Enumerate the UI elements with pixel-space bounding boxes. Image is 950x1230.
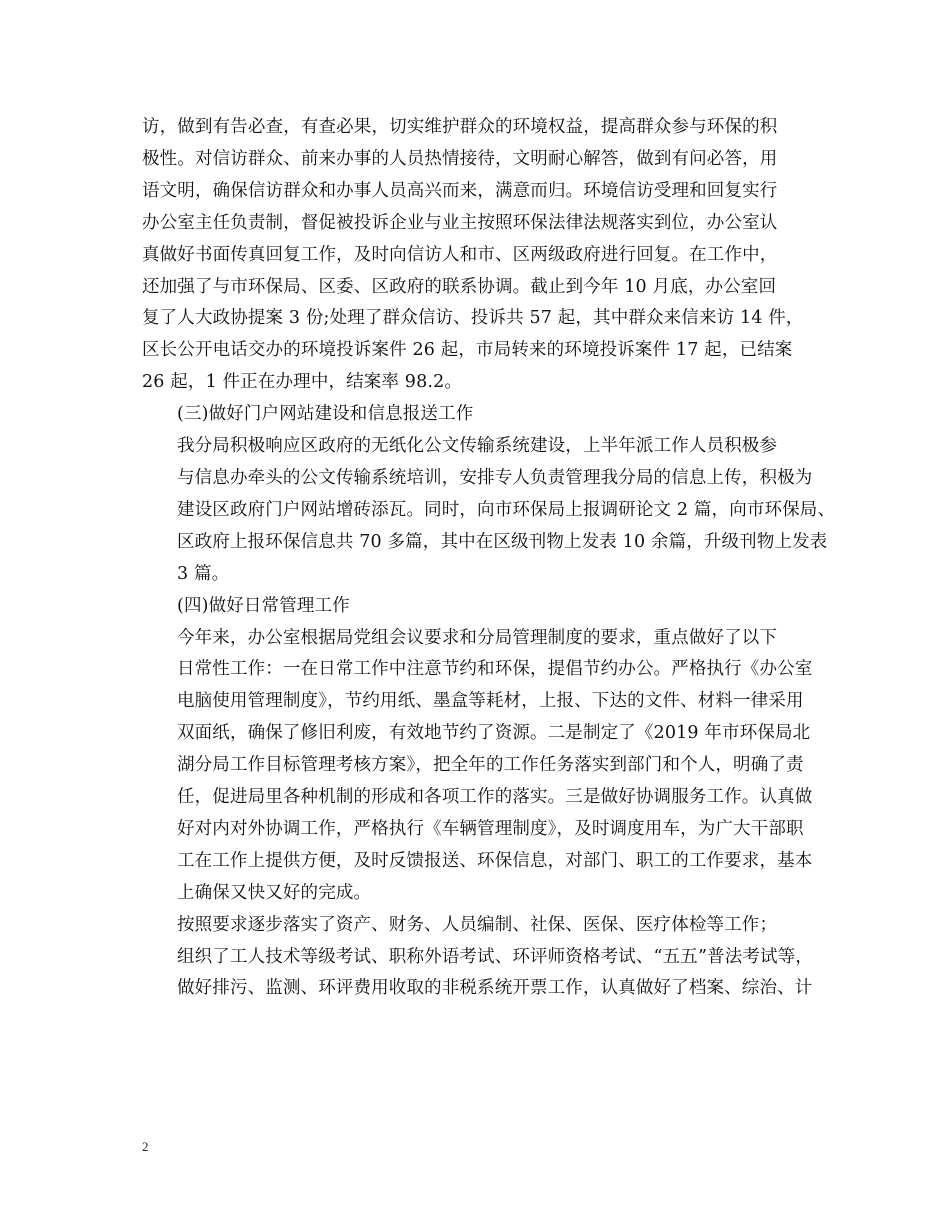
paragraph	[142, 910, 812, 1006]
text-line: 3 篇。	[177, 563, 230, 584]
text-line: 真做好书面传真回复工作，及时向信访人和市、区两级政府进行回复。在工作中，	[142, 244, 778, 265]
text-line: 办公室主任负责制，督促被投诉企业与业主按照环保法律法规落实到位，办公室认	[142, 212, 778, 233]
text-line: 组织了工人技术等级考试、职称外语考试、环评师资格考试、“五五”普法考试等，	[177, 946, 813, 967]
paragraph	[142, 623, 812, 910]
text-line: 区政府上报环保信息共 70 多篇，其中在区级刊物上发表 10 余篇，升级刊物上发表	[177, 531, 828, 552]
text-line: 双面纸，确保了修旧利废，有效地节约了资源。二是制定了《2019 年市环保局北	[177, 723, 811, 744]
text-line: 上确保又快又好的完成。	[177, 882, 372, 903]
text-line: 日常性工作：一在日常工作中注意节约和环保，提倡节约办公。严格执行《办公室	[177, 659, 813, 680]
text-line: (四)做好日常管理工作	[177, 595, 350, 616]
text-line: 区长公开电话交办的环境投诉案件 26 起，市局转来的环境投诉案件 17 起，已结案	[142, 340, 793, 361]
text-line: 与信息办牵头的公文传输系统培训，安排专人负责管理我分局的信息上传，积极为	[177, 467, 813, 488]
text-line: 极性。对信访群众、前来办事的人员热情接待，文明耐心解答，做到有问必答，用	[142, 148, 778, 169]
text-line: 电脑使用管理制度》，节约用纸、墨盒等耗材，上报、下达的文件、材料一律采用	[177, 691, 804, 712]
paragraph	[142, 431, 836, 591]
document-body	[142, 112, 836, 1005]
paragraph	[142, 112, 812, 399]
text-line: 好对内对外协调工作，严格执行《车辆管理制度》，及时调度用车，为广大干部职	[177, 818, 804, 839]
text-line: 任，促进局里各种机制的形成和各项工作的落实。三是做好协调服务工作。认真做	[177, 787, 813, 808]
text-line: 26 起，1 件正在办理中，结案率 98.2。	[142, 372, 463, 393]
text-line: 工在工作上提供方便，及时反馈报送、环保信息，对部门、职工的工作要求，基本	[177, 850, 813, 871]
text-line: (三)做好门户网站建设和信息报送工作	[177, 404, 474, 425]
text-line: 语文明，确保信访群众和办事人员高兴而来，满意而归。环境信访受理和回复实行	[142, 180, 778, 201]
text-line: 建设区政府门户网站增砖添瓦。同时，向市环保局上报调研论文 2 篇，向市环保局、	[177, 499, 836, 520]
text-line: 湖分局工作目标管理考核方案》，把全年的工作任务落实到部门和个人，明确了责	[177, 755, 804, 776]
text-line: 我分局积极响应区政府的无纸化公文传输系统建设，上半年派工作人员积极参	[177, 436, 778, 457]
paragraph	[142, 399, 812, 431]
text-line: 今年来，办公室根据局党组会议要求和分局管理制度的要求，重点做好了以下	[177, 627, 778, 648]
text-line: 还加强了与市环保局、区委、区政府的联系协调。截止到今年 10 月底，办公室回	[142, 276, 777, 297]
text-line: 复了人大政协提案 3 份;处理了群众信访、投诉共 57 起，其中群众来信来访 14 件，	[142, 308, 804, 329]
page-number: 2	[142, 1139, 149, 1154]
text-line: 访，做到有告必查，有查必果，切实维护群众的环境权益，提高群众参与环保的积	[142, 117, 778, 137]
text-line: 按照要求逐步落实了资产、财务、人员编制、社保、医保、医疗体检等工作；	[177, 914, 778, 935]
paragraph	[142, 591, 812, 623]
text-line: 做好排污、监测、环评费用收取的非税系统开票工作，认真做好了档案、综治、计	[177, 978, 813, 999]
